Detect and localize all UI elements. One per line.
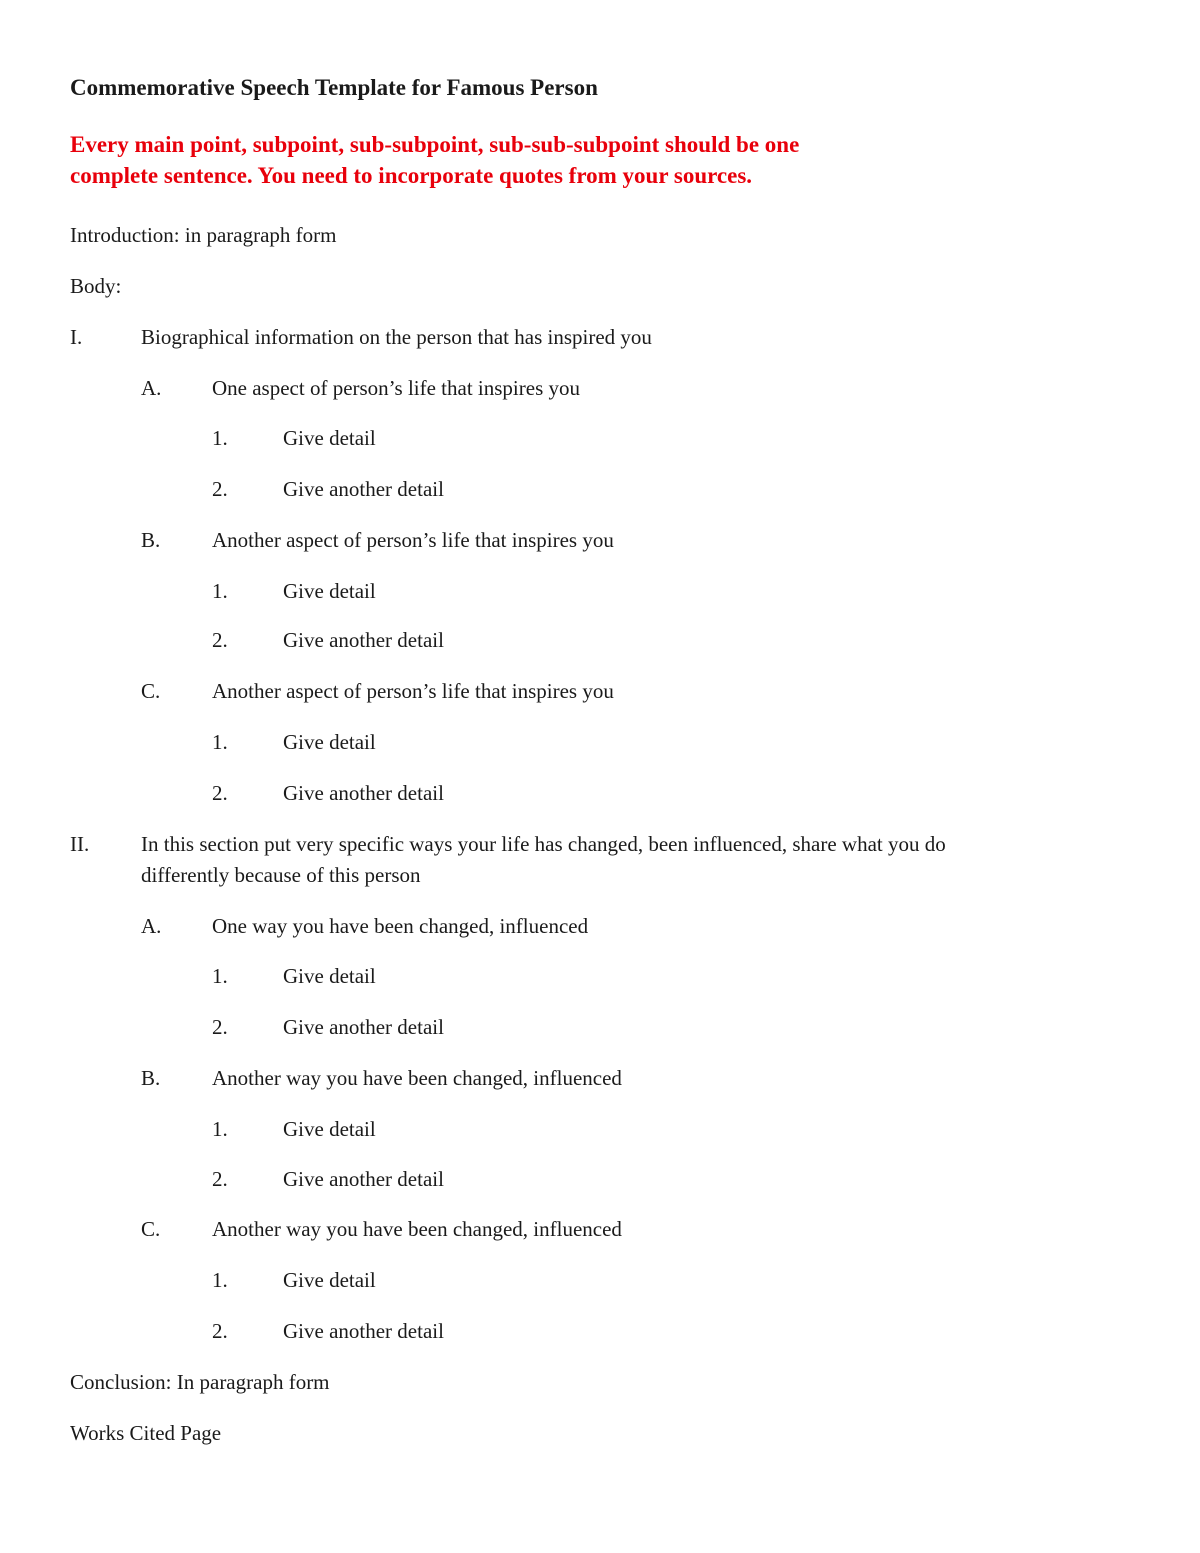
outline-text-line-1: In this section put very specific ways your life has changed, been influenced, share what you do	[141, 832, 946, 856]
outline-text: Give another detail	[283, 628, 444, 652]
outline-text: Give detail	[283, 579, 376, 603]
outline-text: Give another detail	[283, 1015, 444, 1039]
outline-text: Give another detail	[283, 1167, 444, 1191]
outline-text: Give detail	[283, 1117, 376, 1141]
outline-text: Another way you have been changed, influenced	[212, 1066, 622, 1090]
outline-marker: II.	[70, 832, 90, 856]
outline-marker: 1.	[212, 730, 228, 754]
outline-text: Biographical information on the person that has inspired you	[141, 325, 652, 349]
outline-marker: 2.	[212, 477, 228, 501]
outline-text: Another aspect of person’s life that inspires you	[212, 679, 614, 703]
outline-text: One aspect of person’s life that inspires you	[212, 376, 580, 400]
instruction-warning-line-2: complete sentence. You need to incorporate quotes from your sources.	[70, 163, 753, 188]
outline-text: Give detail	[283, 1268, 376, 1292]
body-label: Body:	[70, 274, 122, 298]
outline-marker: 2.	[212, 1015, 228, 1039]
outline-marker: 1.	[212, 426, 228, 450]
outline-marker: 1.	[212, 1117, 228, 1141]
outline-text: One way you have been changed, influenced	[212, 914, 589, 938]
document-title: Commemorative Speech Template for Famous Person	[70, 75, 598, 100]
outline-marker: 2.	[212, 1167, 228, 1191]
works-cited-label: Works Cited Page	[70, 1421, 222, 1445]
outline-text: Give detail	[283, 964, 376, 988]
outline-text: Give detail	[283, 426, 376, 450]
outline-text: Another aspect of person’s life that inspires you	[212, 528, 614, 552]
outline-marker: 2.	[212, 781, 228, 805]
outline-marker: C.	[141, 1217, 161, 1241]
outline-marker: 2.	[212, 1319, 228, 1343]
outline-text: Give another detail	[283, 781, 444, 805]
outline-marker: 1.	[212, 1268, 228, 1292]
instruction-warning-line-1: Every main point, subpoint, sub-subpoint, sub-sub-subpoint should be one	[70, 132, 800, 157]
outline-marker: C.	[141, 679, 161, 703]
outline-text: Give detail	[283, 730, 376, 754]
outline-text: Another way you have been changed, influenced	[212, 1217, 622, 1241]
conclusion-label: Conclusion: In paragraph form	[70, 1370, 330, 1394]
outline-marker: B.	[141, 528, 161, 552]
outline-text-line-2: differently because of this person	[141, 863, 421, 887]
outline-text: Give another detail	[283, 477, 444, 501]
outline-marker: A.	[141, 376, 162, 400]
outline-marker: B.	[141, 1066, 161, 1090]
outline-marker: 1.	[212, 964, 228, 988]
outline-text: Give another detail	[283, 1319, 444, 1343]
outline-marker: 2.	[212, 628, 228, 652]
outline-marker: 1.	[212, 579, 228, 603]
introduction-label: Introduction: in paragraph form	[70, 223, 337, 247]
outline-marker: I.	[70, 325, 83, 349]
outline-marker: A.	[141, 914, 162, 938]
